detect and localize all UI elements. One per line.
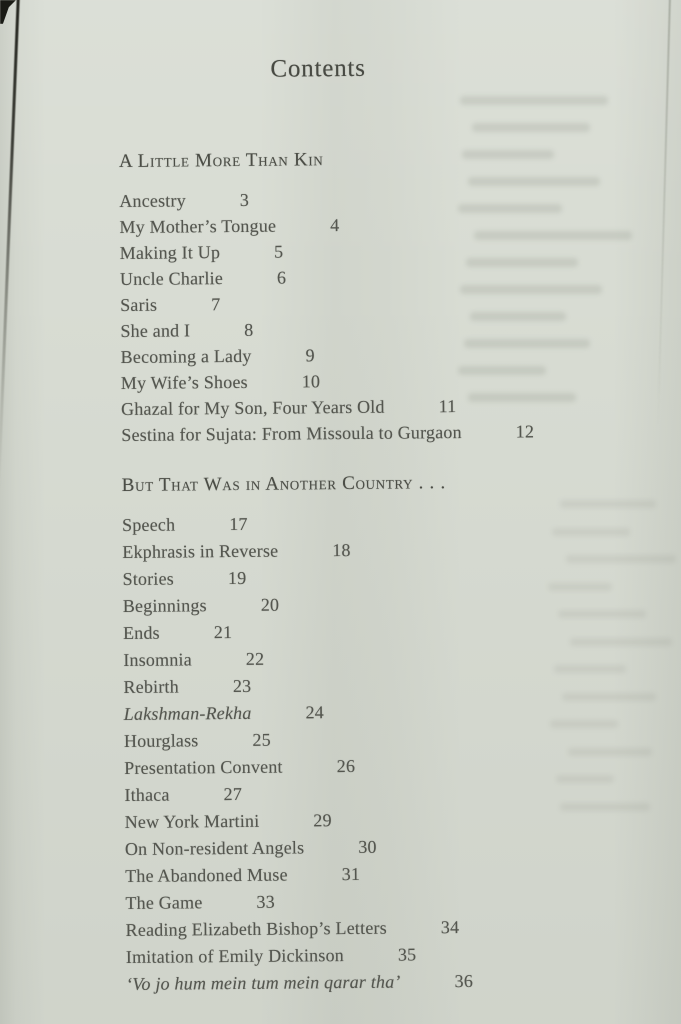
toc-section	[122, 470, 587, 998]
entry-page-number: 23	[232, 675, 252, 697]
toc-entry	[123, 643, 583, 674]
toc-entry	[121, 340, 581, 370]
entry-page-number: 6	[276, 267, 287, 288]
toc-entry	[124, 697, 584, 728]
entry-page-number: 5	[274, 241, 284, 262]
toc-entry	[122, 508, 582, 539]
entry-title: Beginnings	[122, 595, 207, 616]
entry-title: My Wife’s Shoes	[120, 371, 248, 393]
toc-sections	[119, 146, 586, 998]
entry-page-number: 19	[227, 567, 247, 589]
entry-page-number: 35	[397, 944, 417, 965]
page-gutter-crease	[0, 0, 20, 497]
toc-entry	[126, 940, 586, 971]
toc-entry	[124, 751, 584, 782]
toc-entry	[121, 392, 581, 422]
entry-page-number: 11	[438, 396, 457, 417]
toc-entry	[126, 913, 586, 944]
entry-title: Ithaca	[124, 784, 170, 805]
toc-entry	[121, 418, 581, 448]
toc-entry	[119, 184, 579, 214]
entry-title: Speech	[122, 514, 176, 535]
entry-page-number: 4	[330, 215, 340, 236]
toc-entry	[120, 314, 580, 344]
entry-page-number: 21	[213, 622, 233, 643]
entry-title: Rebirth	[123, 676, 179, 697]
toc-entry	[122, 535, 582, 566]
toc-entry	[125, 859, 585, 890]
toc-entry	[121, 366, 581, 396]
entry-page-number: 29	[313, 810, 332, 831]
entry-title: She and I	[120, 320, 191, 341]
entry-page-number: 26	[336, 755, 356, 777]
entry-title: Making It Up	[119, 242, 221, 263]
toc-content	[118, 52, 586, 998]
toc-entry	[124, 724, 584, 755]
toc-entry	[125, 805, 585, 836]
toc-section	[119, 146, 582, 448]
toc-entry	[124, 778, 584, 809]
entry-title: Imitation of Emily Dickinson	[125, 945, 345, 967]
entry-page-number: 34	[440, 917, 460, 938]
entry-page-number: 24	[305, 702, 325, 723]
entry-page-number: 9	[305, 345, 315, 366]
entry-title: Becoming a Lady	[120, 345, 252, 367]
toc-entry	[123, 670, 583, 701]
entry-page-number: 25	[252, 729, 271, 750]
entry-page-number: 36	[454, 970, 474, 992]
entry-page-number: 33	[256, 891, 275, 912]
section-heading: But That Was in Another Country . . .	[121, 472, 446, 496]
entry-page-number: 10	[301, 371, 321, 392]
entry-title: Stories	[122, 568, 175, 589]
toc-entry	[120, 288, 580, 318]
entry-page-number: 12	[515, 421, 535, 442]
entry-page-number: 3	[239, 189, 250, 210]
entry-title: Ancestry	[119, 190, 186, 211]
entry-page-number: 30	[358, 836, 377, 857]
toc-entry	[119, 210, 579, 240]
entry-title: Saris	[120, 294, 158, 315]
entry-title: Sestina for Sujata: From Missoula to Gurgaon	[121, 422, 462, 445]
entry-title: Presentation Convent	[124, 756, 283, 778]
toc-entry	[123, 589, 583, 620]
entry-title: Insomnia	[123, 649, 192, 670]
entry-title: On Non-resident Angels	[124, 837, 305, 859]
entry-title: Ghazal for My Son, Four Years Old	[120, 396, 385, 419]
page-edge-line	[657, 0, 671, 426]
toc-entry	[125, 886, 585, 917]
toc-entry	[126, 967, 586, 998]
entry-page-number: 17	[229, 513, 248, 535]
toc-entry	[122, 562, 582, 593]
entry-page-number: 22	[245, 648, 265, 669]
page-corner-shadow	[0, 0, 16, 24]
entry-title: ‘Vo jo hum mein tum mein qarar tha’	[126, 971, 401, 994]
entry-page-number: 7	[211, 294, 221, 315]
page-title: Contents	[270, 54, 366, 83]
entry-page-number: 20	[260, 594, 280, 615]
section-heading: A Little More Than Kin	[118, 149, 324, 172]
entry-title: Ekphrasis in Reverse	[122, 540, 279, 562]
toc-entry	[120, 262, 580, 292]
entry-title: My Mother’s Tongue	[119, 215, 277, 237]
entry-title: Lakshman-Rekha	[123, 702, 252, 724]
entry-title: Reading Elizabeth Bishop’s Letters	[125, 917, 387, 940]
toc-entry	[123, 616, 583, 647]
entry-title: The Abandoned Muse	[125, 864, 288, 886]
entry-page-number: 18	[332, 539, 351, 561]
entry-page-number: 27	[223, 783, 243, 805]
toc-entry	[125, 832, 585, 863]
toc-entry	[120, 236, 580, 266]
entry-title: New York Martini	[124, 810, 260, 832]
entry-page-number: 8	[244, 319, 254, 340]
entry-title: Ends	[122, 622, 160, 643]
entry-title: The Game	[125, 892, 203, 913]
entry-title: Uncle Charlie	[119, 268, 224, 289]
entry-page-number: 31	[341, 863, 361, 885]
entry-title: Hourglass	[123, 730, 199, 751]
